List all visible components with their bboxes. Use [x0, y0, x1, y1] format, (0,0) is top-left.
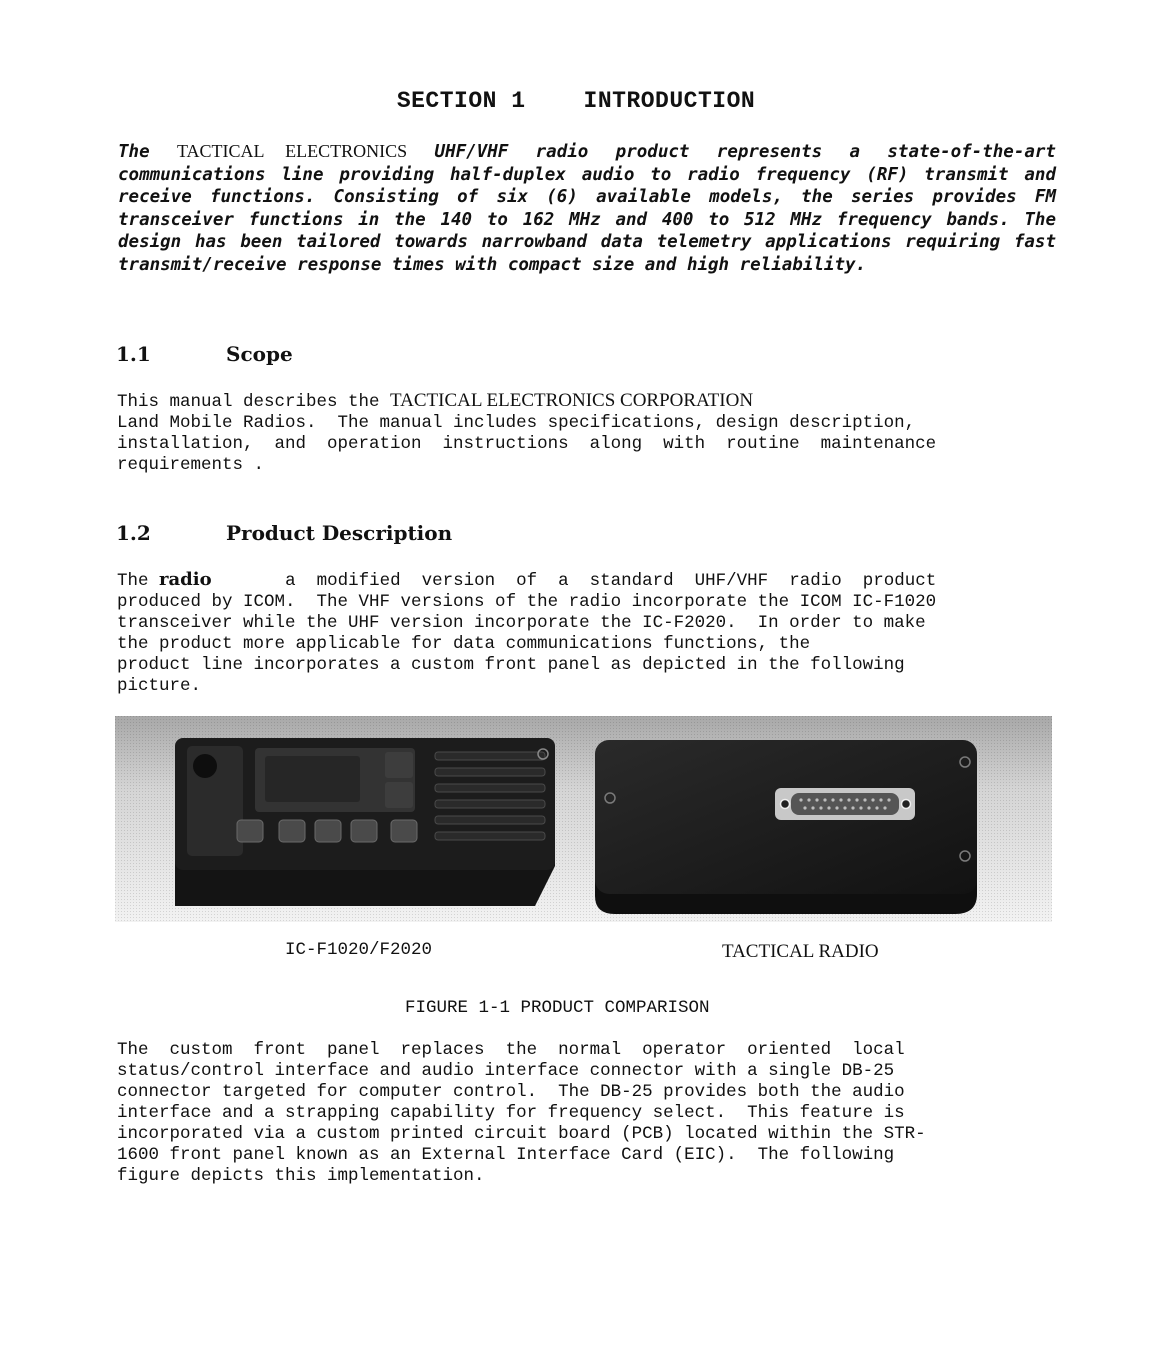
- product-heading: [116, 521, 452, 545]
- product-rest: produced by ICOM. The VHF versions of the radio incorporate the ICOM IC-F1020 transceiver while the UHF version incorporate the IC-F2020. In order to make the product more applicable for data communications functions, the product line incorporates a custom front panel as depicted in the following picture.: [117, 592, 937, 696]
- product-radio-word: radio: [159, 569, 212, 590]
- scope-title: Scope: [226, 342, 293, 366]
- section-number: SECTION 1: [396, 88, 526, 114]
- product-line1-rest: a modified version of a standard UHF/VHF radio product: [211, 571, 937, 591]
- scope-company: TACTICAL ELECTRONICS CORPORATION: [390, 390, 754, 411]
- scope-number: 1.1: [116, 342, 151, 366]
- product-line1-prefix: The: [117, 571, 160, 591]
- intro-company: TACTICAL ELECTRONICS: [176, 141, 408, 161]
- scope-rest: Land Mobile Radios. The manual includes specifications, design description, installation, and operation instructions along with routine maintenance requirements .: [117, 413, 937, 475]
- figure-left-label: IC-F1020/F2020: [285, 940, 433, 960]
- intro-paragraph: [118, 140, 1056, 277]
- product-paragraph: [117, 569, 1053, 697]
- product-number: 1.2: [116, 521, 151, 545]
- product-comparison-photo: [115, 716, 1052, 922]
- icom-radio-image: [175, 738, 555, 906]
- intro-lead-word: The: [118, 142, 150, 162]
- section-title: [0, 88, 1152, 114]
- scope-paragraph: [117, 390, 1053, 476]
- section-heading: INTRODUCTION: [583, 88, 756, 114]
- intro-text: UHF/VHF radio product represents a state-of-the-art communications line providing half-duplex audio to radio frequency (RF) transmit and receive functions. Consisting of six (6) available models, the series provides FM transceiver functions in the 140 to 162 MHz and 400 to 512 MHz frequency bands. The design has been tailored towards narrowband data telemetry applications requiring fast transmit/receive response times with compact size and high reliability.: [118, 142, 1056, 275]
- tactical-radio-image: [595, 740, 977, 914]
- figure-right-label: TACTICAL RADIO: [722, 941, 879, 962]
- figure-caption: FIGURE 1-1 PRODUCT COMPARISON: [405, 998, 710, 1018]
- db25-connector: [775, 788, 915, 820]
- scope-heading: [116, 342, 293, 366]
- scope-line1-prefix: This manual describes the: [117, 392, 391, 412]
- closing-paragraph: The custom front panel replaces the normal operator oriented local status/control interface and audio interface connector with a single DB-25 connector targeted for computer control. The DB-25 provides both the audio interface and a strapping capability for frequency select. This feature is incorporated via a custom printed circuit board (PCB) located within the STR- 1600 front panel known as an External Interface Card (EIC). The following figure depicts this implementation.: [117, 1040, 926, 1186]
- product-title: Product Description: [226, 521, 453, 545]
